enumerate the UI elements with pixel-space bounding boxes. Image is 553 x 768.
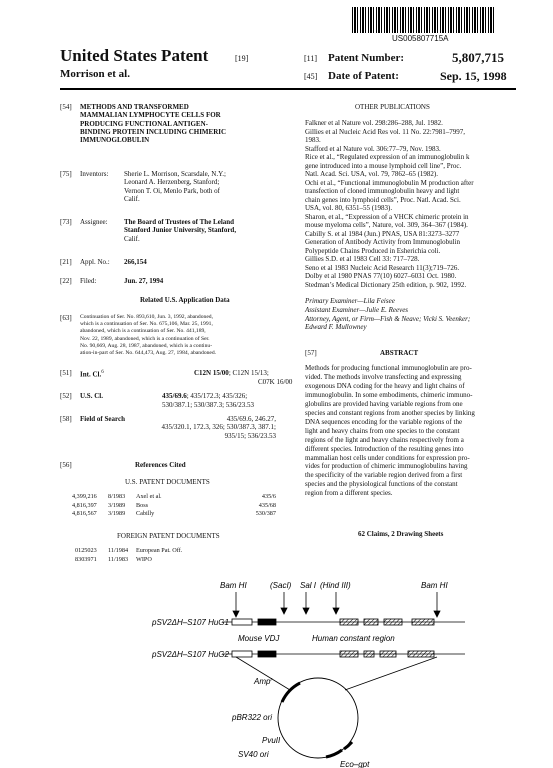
doc-class: 435/68	[258, 501, 276, 509]
plasmid-figure	[0, 570, 553, 768]
inventor-line: Leonard A. Herzenberg, Stanford;	[124, 178, 220, 187]
pub-line: Falkner et al Nature vol. 298:286–288, Jul. 1982.	[305, 119, 443, 127]
continuation-data	[80, 314, 216, 357]
abstract-line: region from a different species.	[305, 489, 393, 498]
bamhi-right-label: Bam HI	[421, 581, 448, 590]
invention-title	[80, 103, 226, 144]
title-line: IMMUNOGLOBULIN	[80, 136, 150, 145]
table-row	[72, 510, 276, 519]
abstract-text	[305, 364, 475, 498]
search-fields	[160, 415, 276, 440]
doc-number: 8303971	[75, 555, 97, 563]
pub-line: Natl. Acad. Sci. USA, vol. 79, 7862–65 (1982).	[305, 170, 438, 178]
abstract-line: DNA sequences encoding for the variable regions of the	[305, 417, 463, 426]
pub-line: Cabilly S. et al 1984 (Jun.) PNAS, USA 81:3273–3277	[305, 229, 460, 238]
intcl-label	[80, 369, 104, 379]
pub-line: Sharon, et al., “Expression of a VHCK chimeric protein in	[305, 212, 469, 221]
ecogpt-segment	[326, 750, 342, 757]
foreign-docs-heading: FOREIGN PATENT DOCUMENTS	[117, 532, 220, 540]
pub-line: transfection of cloned immunoglobulin heavy and light	[305, 187, 460, 195]
pub-line: USA, vol. 80, 6351–55 (1983).	[305, 204, 393, 212]
uscl-value-2: 530/387.1; 530/387.3; 536/23.53	[162, 401, 254, 409]
field-75: [75]	[60, 170, 72, 178]
sv40-segment	[344, 742, 352, 749]
construct-1-map	[222, 619, 465, 625]
amp-segment	[282, 683, 300, 702]
sv40-ori-label: SV40 ori	[238, 750, 269, 759]
other-publications-heading: OTHER PUBLICATIONS	[355, 103, 430, 111]
field-21: [21]	[60, 258, 72, 266]
table-row	[75, 556, 182, 565]
table-row	[75, 547, 182, 556]
barcode	[352, 7, 496, 33]
doc-number: 4,816,397	[72, 501, 97, 509]
assignee-line: The Board of Trustees of The Leland	[124, 218, 235, 226]
sali-label: Sal I	[300, 581, 317, 590]
assignee-line: Stanford Junior University, Stanford,	[124, 226, 237, 235]
related-heading: Related U.S. Application Data	[140, 296, 230, 304]
primary-examiner: Primary Examiner—Lila Feisee	[305, 297, 395, 305]
pvuii-label: PvuII	[262, 736, 281, 745]
doc-class: 530/387	[255, 510, 276, 517]
search-line: 435/69.6, 246.27,	[226, 415, 276, 423]
pub-line: chain genes into lymphoid cells”, Proc. Natl. Acad. Sci.	[305, 195, 461, 204]
assignee	[124, 218, 236, 243]
assignee-line: Calif.	[124, 234, 140, 243]
abstract-line: globulins are provided having variable regions from one	[305, 399, 463, 408]
ecogpt-label: Eco–gpt	[340, 760, 370, 768]
table-row	[72, 502, 276, 511]
inventor-line: Morrison et al.	[60, 68, 130, 80]
doc-number: 4,816,567	[72, 510, 97, 517]
pub-line: mouse myeloma cells”, Nature, vol. 309, 364–367 (1984).	[305, 221, 468, 229]
pub-line: Stedman’s Medical Dictionary 25th edition, p. 902, 1992.	[305, 280, 467, 289]
amp-superscript: r	[270, 677, 273, 683]
pub-line: Polypeptide Chains Produced in Esherichia coli.	[305, 246, 441, 255]
inventors-label: Inventors:	[80, 170, 109, 178]
pub-line: Generation of Antibody Activity from Immunoglobulin	[305, 238, 460, 246]
intcl-primary: C12N 15/00	[194, 369, 229, 377]
uscl-label: U.S. Cl.	[80, 392, 103, 400]
field-56: [56]	[60, 461, 72, 469]
filed-label: Filed:	[80, 277, 97, 285]
claims-summary: 62 Claims, 2 Drawing Sheets	[358, 530, 444, 538]
continuation-line: ation-in-part of Ser. No. 644,473, Aug. 27, 1984, abandoned.	[80, 350, 217, 357]
search-label: Field of Search	[80, 415, 125, 423]
inventors	[124, 170, 226, 203]
doc-number: 0125023	[75, 547, 97, 554]
intcl-superscript: 6	[101, 370, 104, 375]
attorney: Attorney, Agent, or Firm—Fish & Neave; Vicki S. Veenker;	[305, 314, 471, 323]
appl-number: 266,154	[124, 258, 147, 266]
sacl-label: (SacI)	[270, 581, 292, 590]
title-line: MAMMALIAN LYMPHOCYTE CELLS FOR	[80, 111, 221, 120]
pub-line: Stafford et al Nature vol. 306:77–79, Nov. 1983.	[305, 144, 441, 153]
attorney-cont: Edward F. Mullowney	[305, 323, 367, 332]
title-line: PRODUCING FUNCTIONAL ANTIGEN-	[80, 119, 208, 128]
title-line: BINDING PROTEIN INCLUDING CHIMERIC	[80, 127, 227, 136]
pub-line: 1983.	[305, 136, 321, 144]
field-54: [54]	[60, 103, 72, 111]
intcl-value	[194, 369, 269, 377]
doc-date: 3/1989	[108, 510, 126, 517]
uscl-primary: 435/69.6	[162, 392, 187, 400]
uscl-value	[162, 392, 247, 400]
construct-2-label: pSV2ΔH–S107 HuG2	[152, 650, 229, 659]
abstract-line: mammalian host cells under conditions for expression pro-	[305, 453, 470, 462]
abstract-line: species and the physiological functions of the constant	[305, 480, 458, 489]
intcl-value-2: C07K 16/00	[258, 378, 293, 386]
doc-name: WIPO	[136, 555, 152, 563]
doc-date: 11/1984	[108, 547, 129, 554]
abstract-line: vided. The methods involve transfecting and expressing	[305, 372, 462, 381]
title-line: METHODS AND TRANSFORMED	[80, 103, 189, 111]
table-row	[72, 493, 276, 502]
construct-1-label: pSV2ΔH–S107 HuG1	[152, 618, 229, 627]
field-63: [63]	[60, 314, 72, 322]
bamhi-left-label: Bam HI	[220, 581, 247, 590]
uscl-secondary: ; 435/172.3; 435/326;	[186, 392, 248, 400]
filed-date: Jun. 27, 1994	[124, 277, 164, 285]
pub-line: Dolby et al 1980 PNAS 77(10) 6027–6031 Oct. 1980.	[305, 272, 457, 280]
assistant-examiner: Assistant Examiner—Julie E. Reeves	[305, 305, 409, 314]
site-arrows	[233, 592, 440, 617]
assignee-label: Assignee:	[80, 218, 108, 226]
foreign-docs-table	[75, 547, 182, 564]
appl-label: Appl. No.:	[80, 258, 110, 266]
field-58: [58]	[60, 415, 72, 423]
doc-name: Axel et al.	[136, 493, 162, 500]
doc-name: European Pat. Off.	[136, 547, 183, 554]
bracket-19: [19]	[235, 54, 249, 63]
abstract-line: different species. Introduction of the resulting genes into	[305, 444, 464, 453]
continuation-line: Nov. 22, 1989, abandoned, which is a continuation of Ser.	[80, 335, 210, 342]
doc-date: 11/1983	[108, 555, 129, 563]
field-57: [57]	[305, 349, 317, 357]
field-11: [11]	[304, 54, 318, 63]
abstract-line: vides for production of chimeric immunoglobulins having	[305, 462, 468, 471]
pub-line: Gillies et al Nucleic Acid Res vol. 11 No. 22:7981–7997,	[305, 127, 465, 136]
human-constant-label: Human constant region	[312, 634, 395, 643]
pub-line: Seno et al 1983 Nucleic Acid Research 11(3);719–726.	[305, 263, 460, 272]
doc-name: Cabilly	[136, 510, 155, 517]
intcl-label-text: Int. Cl.	[80, 370, 102, 379]
abstract-heading: ABSTRACT	[380, 349, 419, 357]
us-docs-heading: U.S. PATENT DOCUMENTS	[125, 478, 210, 486]
doc-date: 3/1989	[108, 501, 126, 509]
doc-number: 4,399,216	[72, 493, 97, 500]
intcl-secondary: ; C12N 15/13;	[228, 369, 269, 377]
abstract-line: the specificity of the variable region derived from a first	[305, 471, 463, 480]
abstract-line: Methods for producing functional immunoglobulin are pro-	[305, 364, 472, 372]
search-line: 935/15; 536/23.53	[224, 431, 276, 440]
amp-label	[253, 677, 272, 686]
abstract-line: exogenous DNA coding for the heavy and light chains of	[305, 381, 465, 390]
continuation-line: Continuation of Ser. No. 893,610, Jun. 3, 1992, abandoned,	[80, 314, 213, 320]
amp-text: Amp	[254, 677, 271, 686]
abstract-line: immunoglobulin. In some embodiments, chimeric immuno-	[305, 390, 473, 399]
publications-list	[305, 119, 474, 289]
header-rule	[60, 88, 516, 90]
patent-date: Sep. 15, 1998	[440, 69, 507, 83]
doc-name: Boss	[136, 501, 149, 509]
hindiii-label: (Hind III)	[320, 581, 351, 590]
inventor-line: Vernon T. Oi, Menlo Park, both of	[124, 186, 220, 195]
field-45: [45]	[304, 72, 318, 81]
abstract-line: light and heavy chains from one species to the constant	[305, 426, 460, 435]
continuation-line: abandoned, which is a continuation of Ser. No. 441,189,	[80, 328, 206, 335]
refs-heading: References Cited	[135, 461, 186, 469]
abstract-line: species and constant regions from another species by linking	[305, 408, 475, 417]
examiners	[305, 297, 470, 332]
pub-line: Rice et al., “Regulated expression of an immunoglobulin k	[305, 153, 470, 161]
patent-number: 5,807,715	[452, 50, 504, 65]
continuation-line: No. 90,669, Aug. 28, 1987, abandoned, which is a continu-	[80, 342, 213, 349]
pub-line: Gillies S.D. et al 1983 Cell 33: 717–728.	[305, 255, 420, 263]
document-title: United States Patent	[60, 46, 209, 65]
doc-class: 435/6	[261, 493, 276, 500]
field-73: [73]	[60, 218, 72, 226]
field-51: [51]	[60, 369, 72, 377]
inventor-line: Sherie L. Morrison, Scarsdale, N.Y.;	[124, 170, 226, 178]
construct-2-map	[222, 651, 465, 657]
pub-line: gene introduced into a mouse lymphoid cell line”, Proc.	[305, 161, 462, 170]
field-52: [52]	[60, 392, 72, 400]
continuation-line: which is a continuation of Ser. No. 675,106, Mar. 25, 1991,	[80, 321, 213, 328]
barcode-number: US005807715A	[392, 34, 449, 43]
us-docs-table	[72, 493, 276, 519]
pbr322-ori-label: pBR322 ori	[232, 713, 273, 722]
search-line: 435/320.1, 172.3, 326; 530/387.3, 387.1;	[161, 423, 276, 432]
date-label: Date of Patent:	[328, 70, 399, 82]
pub-line: Ochi et al., “Functional immunoglobulin M production after	[305, 178, 474, 187]
mouse-vdj-label: Mouse VDJ	[238, 634, 280, 643]
field-22: [22]	[60, 277, 72, 285]
inventor-line: Calif.	[124, 194, 140, 203]
abstract-line: regions of the light and heavy chains respectively from a	[305, 435, 464, 444]
doc-date: 8/1983	[108, 493, 126, 500]
patent-number-label: Patent Number:	[328, 52, 405, 64]
